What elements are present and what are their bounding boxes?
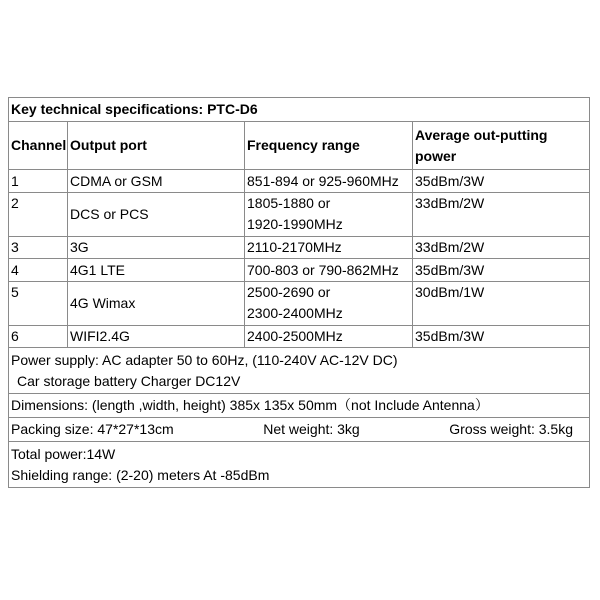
frequency-line2: 2300-2400MHz	[247, 305, 343, 321]
channel-cell: 4	[9, 259, 68, 282]
port-cell: 3G	[68, 237, 245, 259]
total-power: Total power:14W	[11, 445, 116, 462]
shielding-range: Shielding range: (2-20) meters At -85dBm	[11, 466, 270, 483]
header-row	[9, 122, 590, 170]
dimensions-row	[9, 394, 590, 418]
total-power-cell	[9, 442, 590, 488]
frequency-line2: 1920-1990MHz	[247, 216, 343, 232]
header-power-line2: power	[415, 147, 457, 164]
frequency-cell: 700-803 or 790-862MHz	[245, 259, 413, 282]
header-output-port: Output port	[68, 122, 245, 170]
port-cell: WIFI2.4G	[68, 326, 245, 348]
net-weight: Net weight: 3kg	[263, 421, 360, 437]
spec-table	[8, 97, 590, 488]
frequency-line1: 1805-1880 or	[247, 195, 331, 211]
total-power-row	[9, 442, 590, 488]
header-power	[413, 122, 590, 170]
table-row	[9, 259, 590, 282]
power-cell: 35dBm/3W	[413, 170, 590, 193]
power-cell: 30dBm/1W	[413, 282, 590, 326]
power-supply-line2: Car storage battery Charger DC12V	[17, 372, 241, 389]
table-row	[9, 193, 590, 237]
gross-weight: Gross weight: 3.5kg	[449, 421, 574, 437]
frequency-cell: 851-894 or 925-960MHz	[245, 170, 413, 193]
table-row	[9, 326, 590, 348]
table-row	[9, 170, 590, 193]
header-frequency: Frequency range	[245, 122, 413, 170]
title-row	[9, 98, 590, 122]
power-supply-cell	[9, 348, 590, 394]
channel-cell: 6	[9, 326, 68, 348]
dimensions-cell: Dimensions: (length ,width, height) 385x 135x 50mm（not Include Antenna）	[9, 394, 590, 418]
table-row	[9, 237, 590, 259]
table-row	[9, 282, 590, 326]
packing-size: Packing size: 47*27*13cm	[11, 421, 174, 437]
port-cell: 4G1 LTE	[68, 259, 245, 282]
packing-row	[9, 418, 590, 442]
frequency-line1: 2500-2690 or	[247, 284, 331, 300]
header-power-line1: Average out-putting	[415, 126, 548, 143]
header-channel: Channel	[9, 122, 68, 170]
port-cell: CDMA or GSM	[68, 170, 245, 193]
port-cell: 4G Wimax	[68, 282, 245, 326]
frequency-cell	[245, 282, 413, 326]
frequency-cell: 2110-2170MHz	[245, 237, 413, 259]
channel-cell: 2	[9, 193, 68, 237]
table-title: Key technical specifications: PTC-D6	[9, 98, 590, 122]
power-cell: 33dBm/2W	[413, 193, 590, 237]
power-cell: 35dBm/3W	[413, 326, 590, 348]
power-supply-row	[9, 348, 590, 394]
frequency-cell: 2400-2500MHz	[245, 326, 413, 348]
channel-cell: 5	[9, 282, 68, 326]
power-cell: 33dBm/2W	[413, 237, 590, 259]
channel-cell: 1	[9, 170, 68, 193]
power-cell: 35dBm/3W	[413, 259, 590, 282]
power-supply-line1: Power supply: AC adapter 50 to 60Hz, (110-240V AC-12V DC)	[11, 351, 398, 368]
port-cell: DCS or PCS	[68, 193, 245, 237]
frequency-cell	[245, 193, 413, 237]
channel-cell: 3	[9, 237, 68, 259]
packing-cell	[9, 418, 590, 442]
